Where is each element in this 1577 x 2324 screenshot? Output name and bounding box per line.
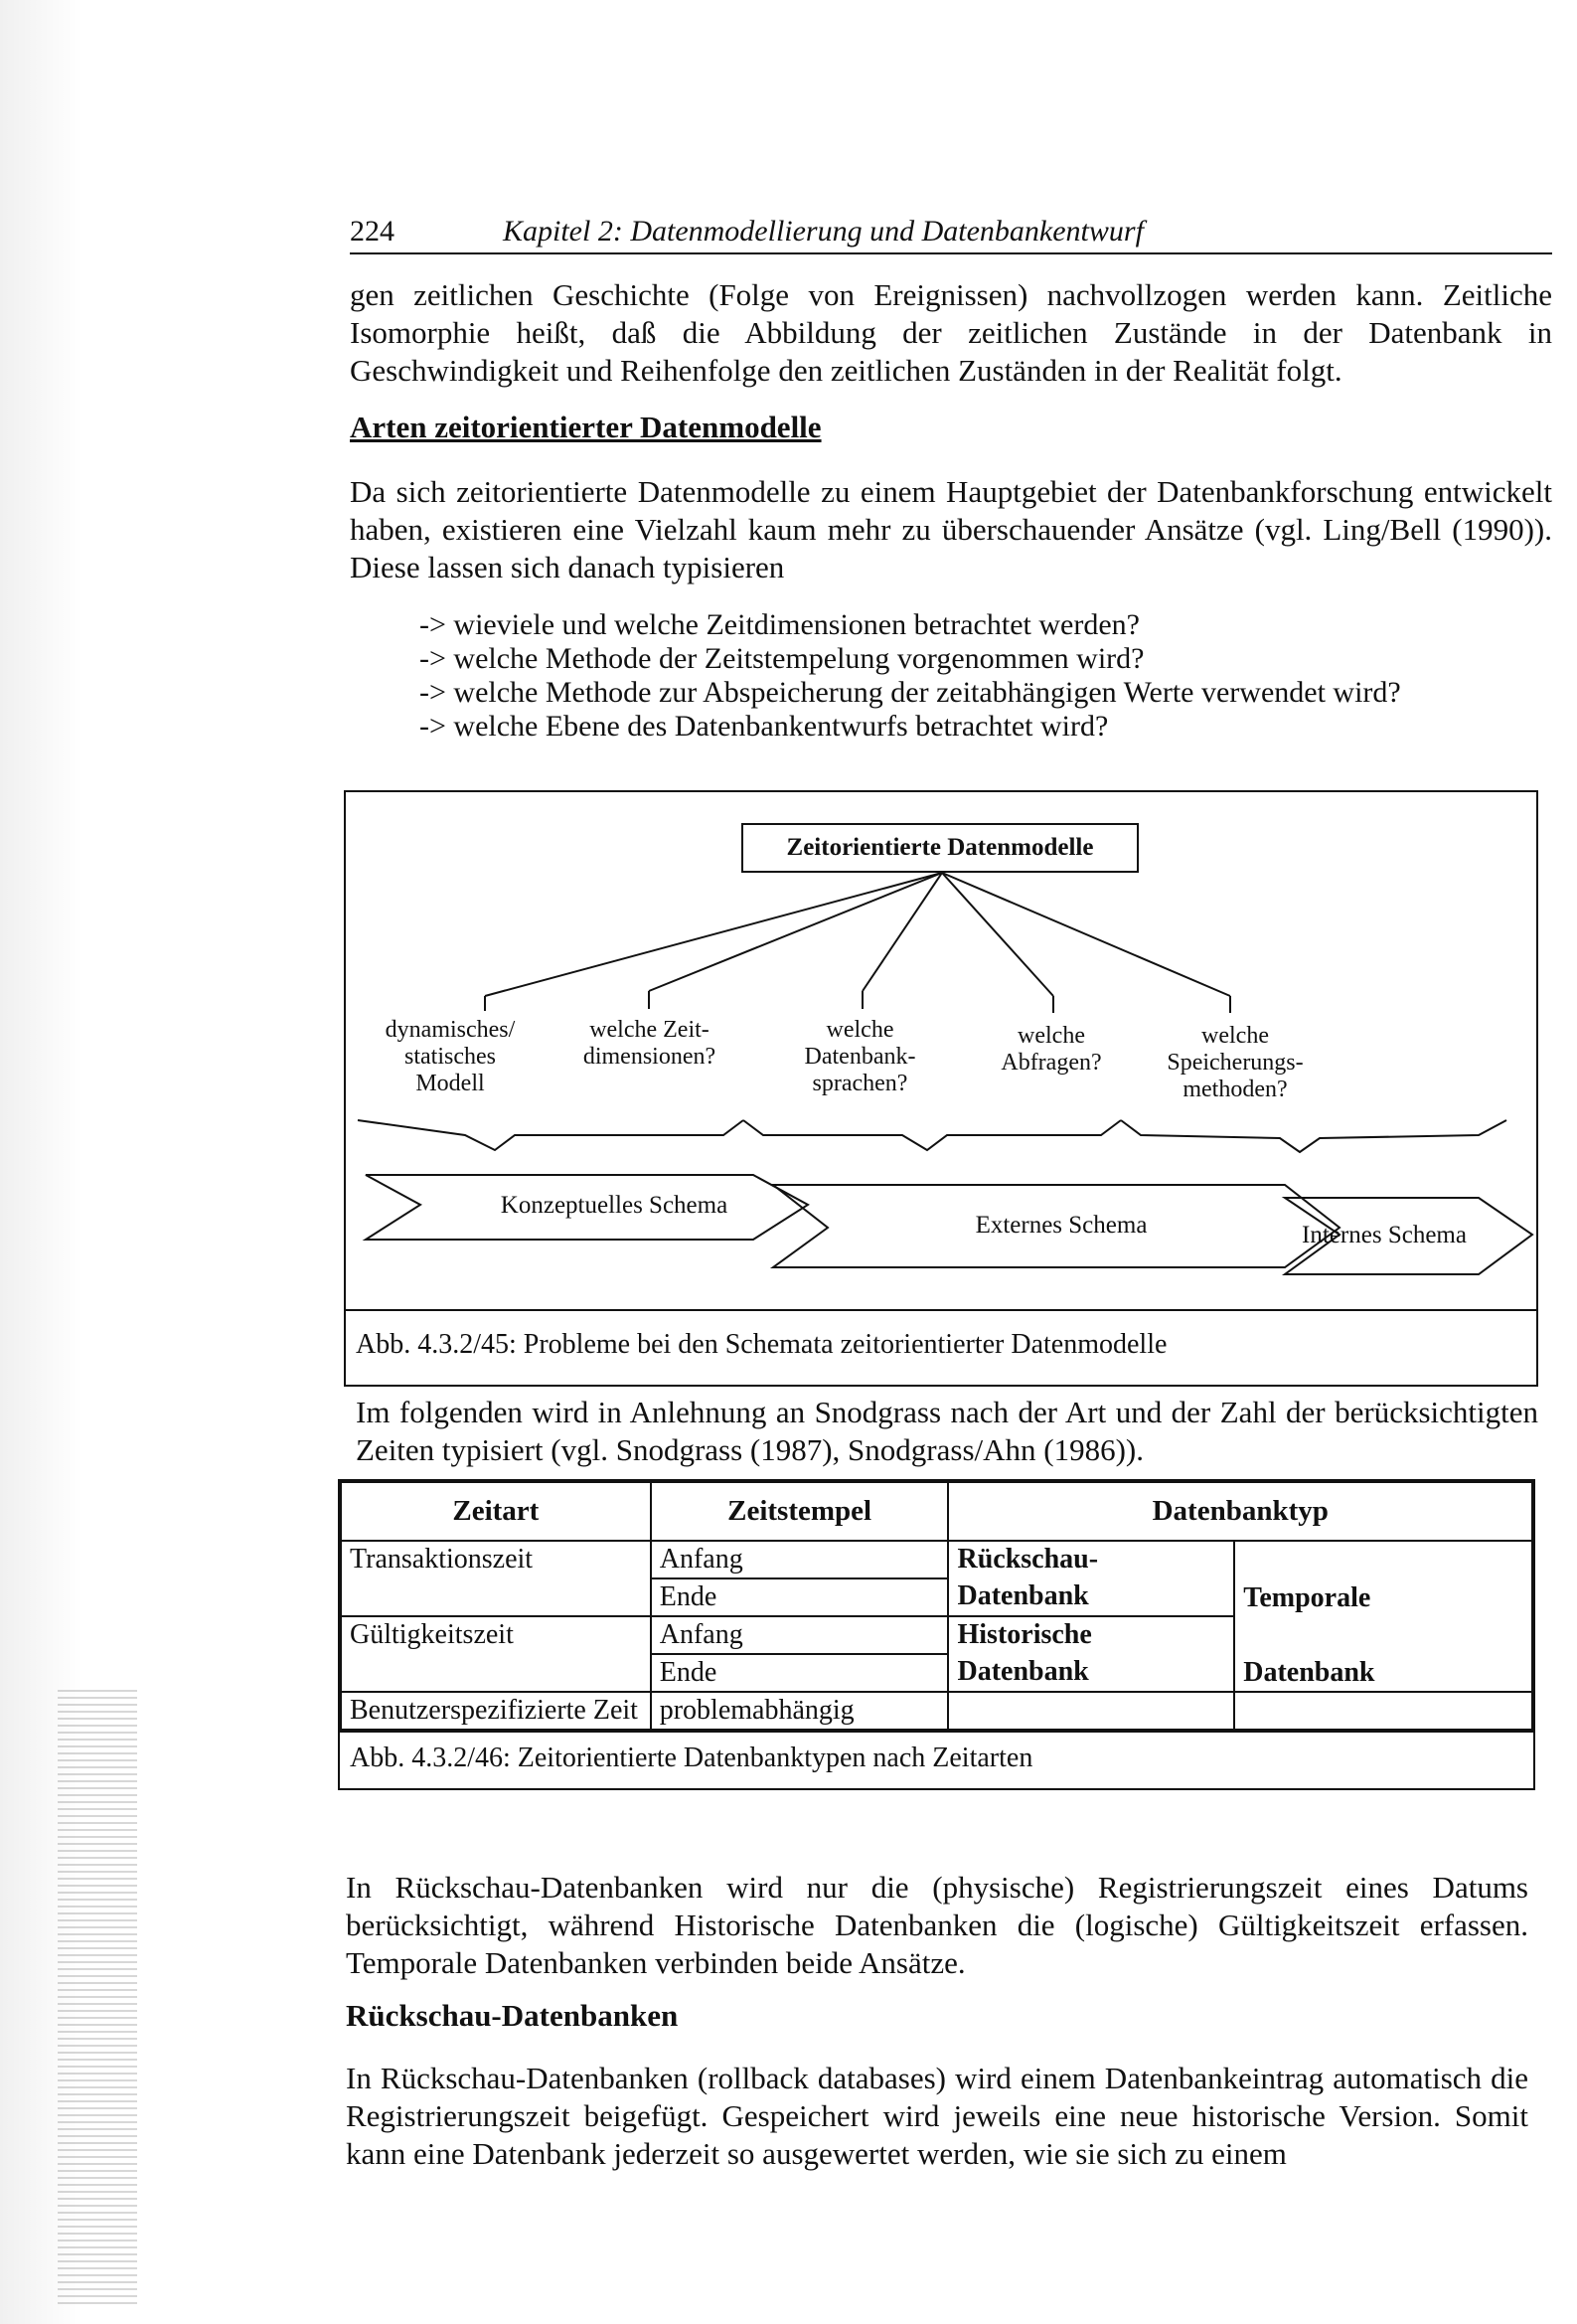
table-cell: Ende bbox=[651, 1654, 949, 1692]
page-content bbox=[350, 215, 1552, 744]
figure-caption: Abb. 4.3.2/45: Probleme bei den Schemata zeitorientierter Datenmodelle bbox=[346, 1309, 1536, 1387]
table-cell: Anfang bbox=[651, 1541, 949, 1578]
connector-line bbox=[485, 873, 942, 996]
table-header: Zeitart bbox=[341, 1482, 651, 1541]
rueckschau-intro-paragraph: In Rückschau-Datenbanken wird nur die (physische) Registrierungszeit eines Datums berücksichtigt, während Historische Datenbanken die (logische) Gültigkeitszeit erfassen. Temporale Datenbanken verbinden beide Ansätze. bbox=[346, 1870, 1528, 1980]
section-heading-arten: Arten zeitorientierter Datenmodelle bbox=[350, 410, 822, 444]
table-cell: Benutzerspezifizierte Zeit bbox=[341, 1692, 651, 1730]
schema-label: Externes Schema bbox=[975, 1212, 1148, 1239]
table-caption: Abb. 4.3.2/46: Zeitorientierte Datenbanktypen nach Zeitarten bbox=[340, 1731, 1533, 1788]
table-cell: Datenbank bbox=[948, 1578, 1234, 1616]
figure-schemata bbox=[344, 790, 1538, 1387]
table-cell bbox=[948, 1692, 1234, 1730]
table-cell: problemabhängig bbox=[651, 1692, 949, 1730]
page-number: 224 bbox=[350, 215, 394, 248]
table-cell: Datenbank bbox=[948, 1654, 1234, 1692]
schema-label: Konzeptuelles Schema bbox=[500, 1192, 728, 1219]
leaf-label: welche Zeit- dimensionen? bbox=[582, 1017, 716, 1070]
list-item: -> welche Ebene des Datenbankentwurfs betrachtet wird? bbox=[419, 710, 1109, 743]
question-list bbox=[350, 608, 1552, 744]
table-cell: Datenbank bbox=[1234, 1616, 1532, 1692]
leaf-label: welche Datenbank- sprachen? bbox=[804, 1017, 916, 1096]
table-header: Datenbanktyp bbox=[948, 1482, 1532, 1541]
figure-table bbox=[338, 1479, 1535, 1790]
brace-line bbox=[358, 1120, 743, 1150]
intro-paragraph: gen zeitlichen Geschichte (Folge von Ereignissen) nachvollzogen werden kann. Zeitliche Isomorphie heißt, daß die Abbildung der zeitlichen Zustände in der Datenbank in Geschwindigkeit und Reihenfolge den zeitlichen Zuständen in der Realität folgt. bbox=[350, 277, 1552, 388]
leaf-label: dynamisches/ statisches Modell bbox=[385, 1017, 516, 1096]
table-cell: Temporale bbox=[1234, 1541, 1532, 1616]
leaf-label: welche Speicherungs- methoden? bbox=[1167, 1023, 1304, 1102]
table-cell: Ende bbox=[651, 1578, 949, 1616]
chapter-title: Kapitel 2: Datenmodellierung und Datenbankentwurf bbox=[503, 215, 1144, 248]
table-cell: Anfang bbox=[651, 1616, 949, 1654]
list-item: -> wieviele und welche Zeitdimensionen betrachtet werden? bbox=[419, 608, 1140, 641]
schema-label: Internes Schema bbox=[1302, 1222, 1467, 1248]
brace-line bbox=[1121, 1120, 1506, 1152]
scan-binding-noise bbox=[58, 1690, 137, 2306]
running-header bbox=[350, 215, 1552, 254]
connector-line bbox=[942, 873, 1230, 996]
table-cell: Transaktionszeit bbox=[341, 1541, 651, 1616]
leaf-label: welche Abfragen? bbox=[1001, 1023, 1102, 1076]
table-cell: Gültigkeitszeit bbox=[341, 1616, 651, 1692]
table-header: Zeitstempel bbox=[651, 1482, 949, 1541]
root-node: Zeitorientierte Datenmodelle bbox=[741, 823, 1139, 873]
snodgrass-paragraph: Im folgenden wird in Anlehnung an Snodgrass nach der Art und der Zahl der berücksichtigten Zeiten typisiert (vgl. Snodgrass (1987), Snodgrass/Ahn (1986)). bbox=[356, 1395, 1538, 1467]
connector-line bbox=[649, 873, 942, 991]
table-cell: Rückschau- bbox=[948, 1541, 1234, 1578]
connector-line bbox=[942, 873, 1053, 996]
timetype-table bbox=[340, 1481, 1533, 1731]
brace-line bbox=[743, 1120, 1121, 1150]
rueckschau-body-paragraph: In Rückschau-Datenbanken (rollback databases) wird einem Datenbankeintrag automatisch die Registrierungszeit beigefügt. Gespeichert wird jeweils eine neue historische Version. Somit kann eine Datenbank jederzeit so ausgewertet werden, wie sie sich zu einem bbox=[346, 2061, 1528, 2171]
table-cell: Historische bbox=[948, 1616, 1234, 1654]
table-cell bbox=[1234, 1692, 1532, 1730]
arten-paragraph: Da sich zeitorientierte Datenmodelle zu einem Hauptgebiet der Datenbankforschung entwickelt haben, existieren eine Vielzahl kaum mehr zu überschauender Ansätze (vgl. Ling/Bell (1990)). Diese lassen sich danach typisieren bbox=[350, 474, 1552, 584]
list-item: -> welche Methode zur Abspeicherung der zeitabhängigen Werte verwendet wird? bbox=[419, 676, 1401, 709]
list-item: -> welche Methode der Zeitstempelung vorgenommen wird? bbox=[419, 642, 1145, 675]
section-heading-rueckschau: Rückschau-Datenbanken bbox=[346, 1998, 679, 2033]
